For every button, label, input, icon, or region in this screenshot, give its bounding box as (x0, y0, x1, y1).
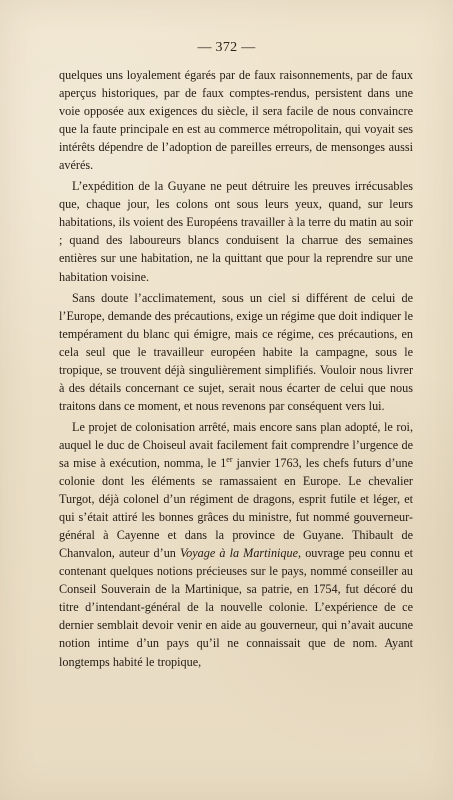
paragraph-4-part-3: , ouvrage peu connu et contenant quelques notions précieuses sur le pays, nommé conseiller au Conseil Souverain de la Martinique, sa patrie, en 1754, fut décoré du titre d’intendant-général de la nouvelle colonie. L’expérience de ce dernier semblait devoir venir en aide au gouverneur, qui n’avait aucune notion intime d’un pays qu’il ne connaissait que de nom. Ayant longtemps habité le tropique, (59, 546, 413, 669)
book-title: Voyage à la Martinique (180, 546, 299, 561)
paragraph-2: L’expédition de la Guyane ne peut détruire les preuves irrécusables que, chaque jour, les colons ont sous leurs yeux, quand, sur leurs habitations, ils voient des Européens travailler à la terre du matin au soir ; quand des laboureurs blancs conduisent la charrue des semaines entières sur une habitation, ne la quittant que pour la reprendre sur une habitation voisine. (59, 179, 413, 284)
paragraph-3: Sans doute l’acclimatement, sous un ciel si différent de celui de l’Europe, demande des précautions, exige un régime que doit indiquer le tempérament du blanc qui émigre, mais ce régime, ces précautions, en cela seul que le travailleur européen habite la campagne, sous le tropique, se trouvent déjà singulièrement simplifiés. Vouloir nous livrer à des détails concernant ce sujet, serait nous écarter de celui que nous traitons dans ce moment, et nous revenons par conséquent vers lui. (59, 290, 413, 413)
page-number: — 372 — (197, 40, 256, 55)
page-text (59, 66, 413, 674)
paragraph-4 (59, 418, 413, 671)
ordinal-suffix: er (226, 454, 233, 464)
paragraph-4-part-2: janvier 1763, les chefs futurs d’une colonie dont les éléments se ramassaient en Europe. Le chevalier Turgot, déjà colonel d’un régiment de dragons, esprit futile et léger, et qui s’était attiré les bonnes grâces du ministre, fut nommé gouverneur-général à Cayenne et dans la province de Guyane. Thibault de Chanvalon, auteur d’un (59, 455, 413, 561)
paragraph-1: quelques uns loyalement égarés par de faux raisonnements, par de faux aperçus historiques, par de faux comptes-rendus, persistent dans une voie opposée aux exigences du siècle, il sera facile de nous convaincre que la faute principale en est au commerce métropolitain, qui voyait ses intérêts dépendre de l’adoption de pareilles erreurs, de mensonges aussi avérés. (59, 68, 413, 173)
paragraph-4-part-1: Le projet de colonisation arrêté, mais encore sans plan adopté, le roi, auquel le duc de Choiseul avait facilement fait comprendre l’urgence de sa mise à exécution, nomma, le 1 (59, 419, 413, 470)
